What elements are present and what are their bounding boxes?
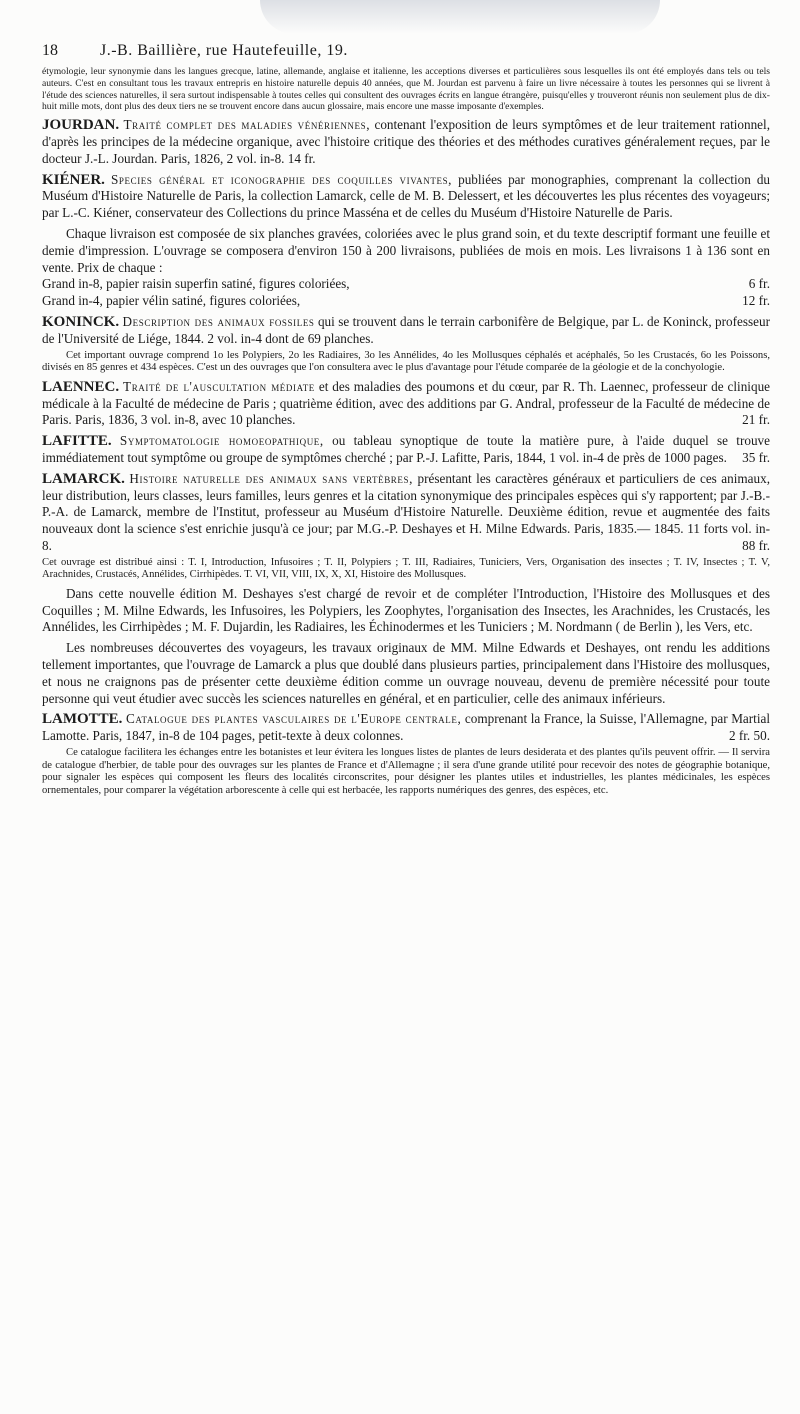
entry-name: JOURDAN.: [42, 117, 120, 134]
page-number: 18: [42, 42, 58, 59]
entry-text: présentant les caractères généraux et particuliers de ces animaux, leur distribution, leurs classes, leurs familles, leurs genres et la citation synonymique des principales espèces qui s'y rapportent; par J.-B.-P.-A. de Lamarck, membre de l'Institut, professeur au Muséum d'Histoire Naturelle. Deuxième édition, revue et augmentée des faits nouveaux dont la science s'est enrichie jusqu'à ce jour; par M.G.-P. Deshayes et H. Milne Edwards. Paris, 1835.— 1845. 11 forts vol. in-8.: [42, 470, 771, 553]
price-value: 6 fr.: [748, 276, 770, 292]
entry-paragraph: Dans cette nouvelle édition M. Deshayes s'est chargé de revoir et de compléter l'Introduction, l'Histoire des Mollusques et des Coquilles ; M. Milne Edwards, les Infusoires, les Polypiers, les Zoophytes, l'organisation des Insectes, les Arachnides, les Crustacés, les Annélides, les Cirrhipèdes ; M. F. Dujardin, les Radiaires, les Échinodermes et les Tuniciers ; M. Nordmann ( de Berlin ), les Vers, etc.: [42, 585, 770, 635]
entry-title: Catalogue des plantes vasculaires de l'Europe centrale,: [125, 711, 462, 727]
entry-note: Cet important ouvrage comprend 1o les Polypiers, 2o les Radiaires, 3o les Annélides, 4o les Mollusques céphalés et acéphalés, 5o les Crustacés, 6o les Poissons, divisés en 85 genres et 434 espèces. C'est un des ouvrages que l'on consultera avec le plus d'avantage pour l'étude comparée de la géologie et de la conchyologie.: [42, 349, 770, 374]
entry-lamotte: [42, 711, 770, 745]
entry-name: KIÉNER.: [42, 171, 105, 188]
entry-price: 88 fr.: [742, 537, 770, 553]
entry-name: LAMARCK.: [42, 470, 125, 487]
page-edge-shading: [260, 0, 660, 34]
catalogue-page: [42, 42, 770, 797]
entry-text: ou tableau synoptique de toute la matière pure, à l'aide duquel se trouve immédiatement tout symptôme ou groupe de symptômes cherché ; par P.-J. Lafitte, Paris, 1844, 1 vol. in-4 de près de 1000 pages.: [42, 433, 770, 465]
entry-title: Histoire naturelle des animaux sans vertèbres,: [129, 470, 414, 486]
entry-name: LAMOTTE.: [42, 711, 123, 728]
price-line: [42, 293, 770, 310]
entry-text: comprenant la France, la Suisse, l'Allemagne, par Martial Lamotte. Paris, 1847, in-8 de 104 pages, petit-texte à deux colonnes.: [42, 711, 771, 744]
entry-note: Ce catalogue facilitera les échanges entre les botanistes et leur évitera les longues listes de plantes de leurs desiderata et des plantes qu'ils peuvent offrir. — Il servira de catalogue d'herbier, de table pour des ouvrages sur les plantes de France et d'Allemagne ; il sera d'une grande utilité pour recevoir des notes de géographie botanique, pour signaler les espèces qui composent les fleurs des localités circonscrites, pour désigner les plantes utiles et industrielles, les plantes médicinales, les espèces ornementales, pour comparer la végétation arborescente à celle qui est herbacée, les rapports numériques des genres, des espèces, etc.: [42, 747, 770, 796]
price-line: [42, 276, 770, 293]
entry-name: LAFITTE.: [42, 433, 112, 450]
entry-text: qui se trouvent dans le terrain carbonifère de Belgique, par L. de Koninck, professeur de l'Université de Liége, 1844. 2 vol. in-4 dont de 69 planches.: [42, 313, 770, 346]
intro-note: étymologie, leur synonymie dans les langues grecque, latine, allemande, anglaise et italienne, les acceptions diverses et particulières sous lesquelles ils ont été employés dans tels ou tels auteurs. C'est en consultant tous les travaux entrepris en histoire naturelle depuis 40 années, que M. Jourdan est parvenu à faire un livre nécessaire à toutes les personnes qui se livrent à l'étude des sciences naturelles, il sera surtout indispensable à toutes celles qui consultent des ouvrages écrits en langue étrangère, puisqu'elles y trouveront réunis non seulement plus de dix-huit mille mots, dont plus des deux tiers ne se trouvent encore dans aucun glossaire, mais encore une masse imposante d'exemples.: [42, 66, 770, 113]
price-label: Grand in-4, papier vélin satiné, figures coloriées,: [42, 293, 301, 309]
entry-text: et des maladies des poumons et du cœur, par R. Th. Laennec, professeur de clinique médicale à la Faculté de médecine de Paris ; quatrième édition, avec des additions par G. Andral, professeur de la Faculté de médecine de Paris. Paris, 1836, 3 vol. in-8, avec 10 planches.: [42, 378, 771, 428]
entry-price: 2 fr. 50.: [728, 728, 770, 744]
entry-price: 35 fr.: [742, 449, 770, 465]
entry-note: Cet ouvrage est distribué ainsi : T. I, Introduction, Infusoires ; T. II, Polypiers ; T. III, Radiaires, Tuniciers, Vers, Organisation des insectes ; T. IV, Insectes ; T. V, Arachnides, Crustacés, Annélides, Cirrhipèdes. T. VI, VII, VIII, IX, X, XI, Histoire des Mollusques.: [42, 556, 770, 581]
entry-lafitte: [42, 433, 770, 467]
running-header: [42, 42, 770, 60]
entry-text: contenant l'exposition de leurs symptômes et de leur traitement rationnel, d'après les principes de la médecine organique, avec l'histoire critique des théories et des méthodes curatives généralement reçues, par le docteur J.-L. Jourdan. Paris, 1826, 2 vol. in-8. 14 fr.: [42, 117, 770, 166]
entry-title: Species général et iconographie des coquilles vivantes,: [110, 171, 453, 187]
price-value: 12 fr.: [742, 293, 770, 309]
price-label: Grand in-8, papier raisin superfin satiné, figures coloriées,: [42, 276, 350, 292]
entry-title: Description des animaux fossiles: [122, 313, 315, 329]
entry-lamarck: [42, 471, 770, 555]
entry-paragraph: Les nombreuses découvertes des voyageurs, les travaux originaux de MM. Milne Edwards et Deshayes, ont rendu les additions tellement importantes, que l'ouvrage de Lamarck a plus que doublé dans plusieurs parties, principalement dans l'Histoire des mollusques, et nous ne craignons pas de présenter cette deuxième édition comme un ouvrage nouveau, devenu de première nécessité pour toute personne qui veut étudier avec succès les sciences naturelles en général, et en particulier, celle des animaux inférieurs.: [42, 640, 770, 706]
entry-price: 21 fr.: [742, 412, 770, 428]
entry-title: Traité complet des maladies vénériennes,: [123, 117, 371, 133]
entry-koninck: [42, 314, 770, 348]
entry-jourdan: [42, 117, 770, 167]
entry-name: KONINCK.: [42, 313, 120, 330]
entry-text: publiées par monographies, comprenant la collection du Muséum d'Histoire Naturelle de Paris, la collection Lamarck, celle de M. B. Delessert, et les découvertes les plus récentes des voyageurs; par L.-C. Kiéner, conservateur des Collections du prince Masséna et de celles du Muséum d'Histoire Naturelle de Paris.: [42, 171, 771, 221]
running-title: J.-B. Baillière, rue Hautefeuille, 19.: [100, 42, 348, 59]
entry-title: Traité de l'auscultation médiate: [123, 378, 315, 394]
entry-paragraph: Chaque livraison est composée de six planches gravées, coloriées avec le plus grand soin, et du texte descriptif formant une feuille et demie d'impression. L'ouvrage se composera d'environ 150 à 200 livraisons, publiées de mois en mois. Les livraisons 1 à 136 sont en vente. Prix de chaque :: [42, 225, 770, 275]
entry-laennec: [42, 379, 770, 429]
entry-kiener: [42, 172, 770, 222]
entry-name: LAENNEC.: [42, 378, 120, 395]
entry-title: Symptomatologie homoeopathique,: [119, 433, 324, 449]
